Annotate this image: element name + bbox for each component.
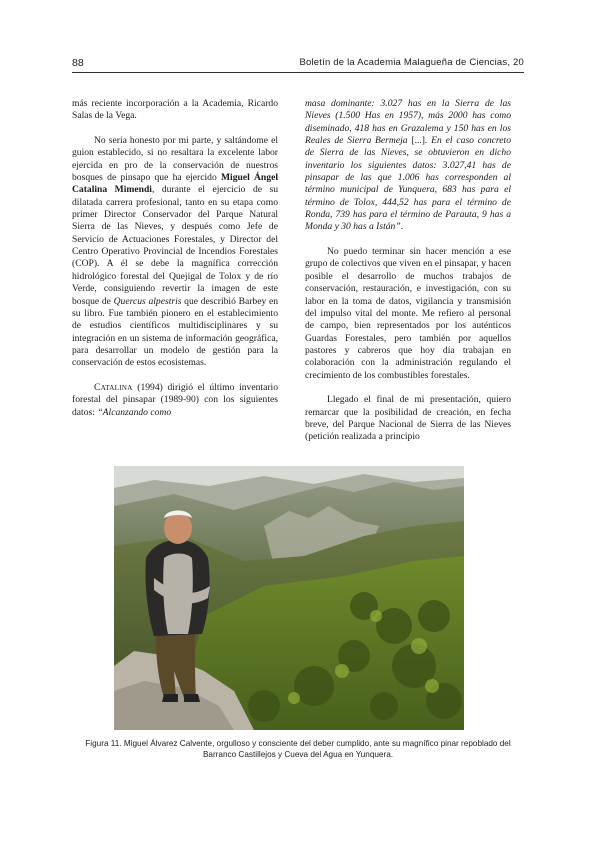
quote-text: masa dominante: 3.027 has en la Sierra de las Nieves (1.500 Has en 1957), más 2000 has como diseminado, 418 has en Grazalema y 150 has en los Reales de Sierra Bermeja xyxy=(305,98,511,147)
right-paragraph-2: No puedo terminar sin hacer mención a ese grupo de colectivos que viven en el pinsapar, y hacen posible el desarrollo de muchos trabajos de conservación, restauración, e investigación, con su labor en la toma de datos, vigilancia y transmisión del impulso vital del monte. Me refiero al personal de campo, bien representados por los auténticos Guardas Forestales, pero también por aquellos pastores y cabreros que hoy día trabajan en colaboración con la administración regulando el crecimiento de los combustibles forestales. xyxy=(305,246,511,381)
figure-photo xyxy=(114,466,464,730)
landscape-photo xyxy=(114,466,464,730)
paragraph-text: (1994) dirigió el último inventario forestal del pinsapar (1989-90) con los siguientes datos: xyxy=(72,381,278,418)
paragraph-text: . xyxy=(400,221,404,233)
quote-text: “Alcanzando como xyxy=(97,406,172,418)
species-name: Quercus alpestris xyxy=(113,295,182,307)
citation-author: Catalina xyxy=(94,381,133,393)
left-paragraph-2 xyxy=(72,135,278,370)
running-header xyxy=(72,56,524,73)
running-title: Boletín de la Academia Malagueña de Ciencias, 20 xyxy=(299,57,524,68)
left-paragraph-1: más reciente incorporación a la Academia, Ricardo Salas de la Vega. xyxy=(72,98,278,122)
left-paragraph-3 xyxy=(72,382,278,419)
left-column xyxy=(72,98,278,419)
paragraph-text: , durante el ejercicio de su dilatada carrera profesional, tanto en su etapa como primer Director Conservador del Parque Natural Sierra de las Nieves, y después como Jefe de Servicio de Actuaciones Forestales, y Director del Centro Operativo Provincial de Incendios Forestales (COP). A él se debe la magnífica corrección hidrológico forestal del Quejigal de Tolox y de río Verde, consiguiendo revertir la imagen de este bosque de xyxy=(72,184,278,307)
right-column xyxy=(305,98,511,444)
figure-caption: Figura 11. Miguel Álvarez Calvente, orgulloso y consciente del deber cumplido, ante su magnífico pinar repoblado del Barranco Castillejos y Cueva del Agua en Yunquera. xyxy=(85,739,511,759)
person-name: Miguel Ángel Catalina Mimendi xyxy=(72,172,278,196)
ellipsis: [...] xyxy=(411,135,425,147)
paragraph-text: No sería honesto por mi parte, y saltándome el guion establecido, si no resaltara la excelente labor ejercida en pro de la conservación de nuestros bosques de pinsapo que ha ejercido xyxy=(72,135,278,184)
quote-text: . En el caso concreto de Sierra de las Nieves, se obtuvieron en dicho inventario los siguientes datos: 3.027,41 has de pinsapar de las que 1.006 has corresponden al término municipal de Yunquera, 683 has para el término de Tolox, 444,52 has para el término de Ronda, 739 has para el término de Parauta, 9 has a Monda y 30 has a Istán” xyxy=(305,135,511,233)
right-paragraph-1 xyxy=(305,98,511,234)
page-number: 88 xyxy=(72,57,84,69)
right-paragraph-3: Llegado el final de mi presentación, quiero remarcar que la posibilidad de creación, en fecha breve, del Parque Nacional de Sierra de las Nieves (petición realizada a principio xyxy=(305,394,511,443)
paragraph-text: que describió Barbey en su libro. Fue también pionero en el establecimiento de estudios científicos multidisciplinares y su integración en un sistema de información geográfica, para desarrollar un modelo de gestión para la conservación de estos ecosistemas. xyxy=(72,295,279,369)
